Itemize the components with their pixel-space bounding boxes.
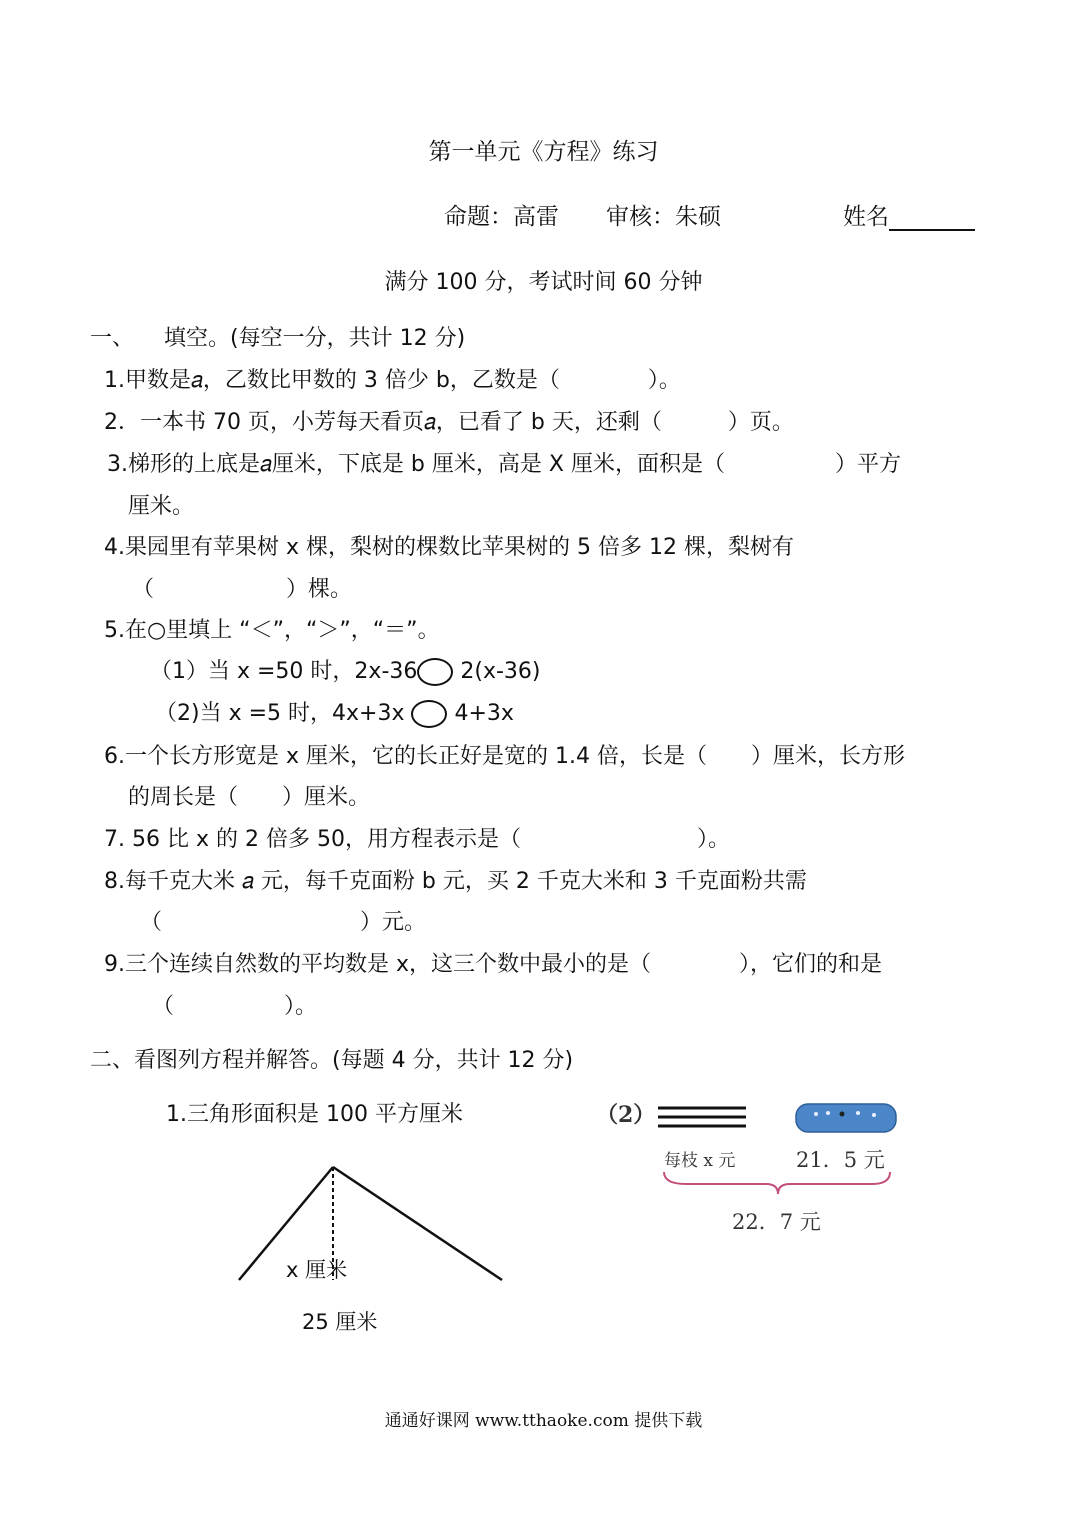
question-6-line2: 的周长是（ ）厘米。 bbox=[128, 785, 371, 810]
author-label: 命题：高雷 bbox=[444, 204, 559, 230]
question-4-line1: 4.果园里有苹果树 x 棵，梨树的棵数比苹果树的 5 倍多 12 棵，梨树有 bbox=[104, 535, 794, 560]
pen-price-label: 每枝 x 元 bbox=[664, 1151, 736, 1171]
total-brace bbox=[664, 1172, 890, 1194]
question-5-sub2 bbox=[155, 700, 514, 728]
name-field[interactable] bbox=[843, 203, 975, 231]
page-title: 第一单元《方程》练习 bbox=[428, 139, 659, 165]
section1-number: 一、 bbox=[90, 326, 135, 351]
question-6-line1: 6.一个长方形宽是 x 厘米，它的长正好是宽的 1.4 倍，长是（ ）厘米，长方形 bbox=[104, 744, 905, 769]
question-1: 1.甲数是𝑎，乙数比甲数的 3 倍少 b，乙数是（ ）。 bbox=[104, 368, 681, 393]
section1-heading: 填空。(每空一分，共计 12 分) bbox=[164, 326, 466, 351]
compare-circle-1[interactable] bbox=[417, 658, 453, 686]
figure-number: （2） bbox=[596, 1102, 656, 1128]
name-label: 姓名 bbox=[843, 204, 889, 230]
question-9-line1: 9.三个连续自然数的平均数是 x，这三个数中最小的是（ ），它们的和是 bbox=[104, 952, 883, 977]
total-price-label: 22．7 元 bbox=[732, 1210, 821, 1234]
box-price-label: 21．5 元 bbox=[796, 1148, 885, 1172]
score-info: 满分 100 分，考试时间 60 分钟 bbox=[384, 270, 703, 295]
question-2-1-label: 1.三角形面积是 100 平方厘米 bbox=[166, 1102, 463, 1127]
question-9-line2: （ ）。 bbox=[152, 994, 318, 1019]
question-8-line1: 8.每千克大米 𝑎 元，每千克面粉 b 元，买 2 千克大米和 3 千克面粉共需 bbox=[104, 869, 807, 894]
question-2: 2．一本书 70 页，小芳每天看页𝑎，已看了 b 天，还剩（ ）页。 bbox=[104, 410, 794, 435]
question-5-sub2-right: 4+3x bbox=[454, 701, 514, 726]
question-3-line2: 厘米。 bbox=[128, 494, 195, 519]
footer-text: 通通好课网 www.tthaoke.com 提供下载 bbox=[384, 1411, 703, 1431]
section2-heading: 二、看图列方程并解答。(每题 4 分，共计 12 分) bbox=[90, 1048, 574, 1073]
triangle-height-label: x 厘米 bbox=[286, 1258, 348, 1282]
question-5-sub1-right: 2(x-36) bbox=[460, 659, 541, 684]
question-8-line2: （ ）元。 bbox=[140, 910, 427, 935]
question-4-line2: （ ）棵。 bbox=[132, 577, 353, 602]
question-5-sub1 bbox=[150, 658, 541, 686]
reviewer-label: 审核：朱硕 bbox=[606, 204, 721, 230]
name-blank[interactable] bbox=[889, 205, 975, 231]
triangle-labels bbox=[230, 1158, 520, 1334]
question-7: 7. 56 比 x 的 2 倍多 50，用方程表示是（ ）。 bbox=[104, 827, 730, 852]
compare-circle-2[interactable] bbox=[411, 700, 447, 728]
pen-box-figure bbox=[596, 1094, 908, 1240]
triangle-base-label: 25 厘米 bbox=[302, 1310, 378, 1334]
question-5-sub2-left: （2)当 x =5 时，4x+3x bbox=[155, 701, 405, 726]
question-3-line1: 3.梯形的上底是𝑎厘米，下底是 b 厘米，高是 X 厘米，面积是（ ）平方 bbox=[107, 452, 901, 477]
question-5-line1: 5.在○里填上 “＜”，“＞”，“＝”。 bbox=[104, 618, 440, 643]
pencil-box bbox=[796, 1104, 896, 1132]
question-5-sub1-left: （1）当 x =50 时，2x-36 bbox=[150, 659, 418, 684]
